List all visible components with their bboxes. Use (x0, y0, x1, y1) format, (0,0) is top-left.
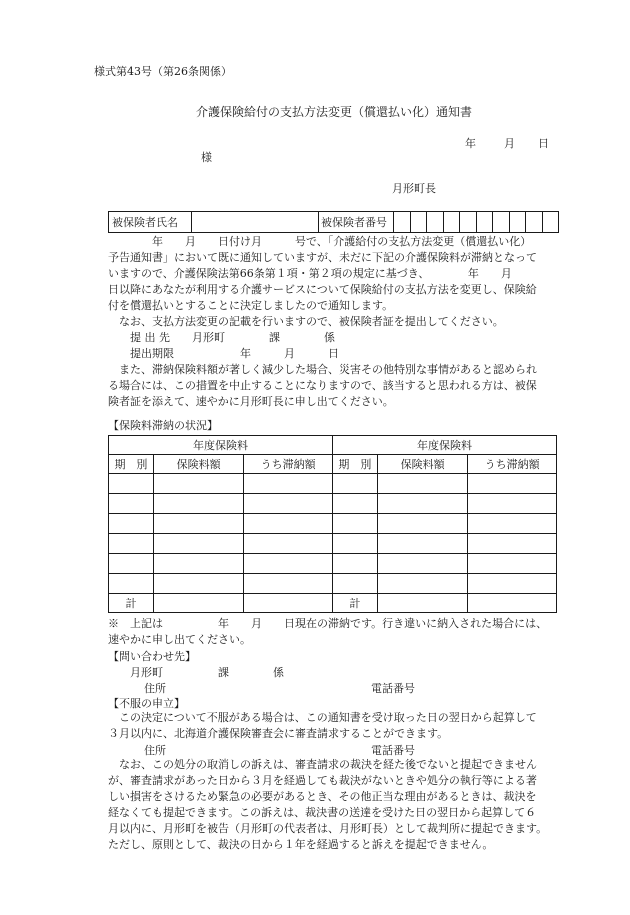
arrears-table (108, 435, 557, 613)
objection-phone-label: 電話番号 (371, 744, 415, 757)
total-row (109, 594, 557, 613)
year-header-right: 年度保険料 (332, 436, 556, 455)
paragraph-line: る場合には、この措置を中止することになりますので、該当すると思われる方は、被保 (108, 379, 537, 392)
insured-number-label: 被保険者番号 (319, 212, 394, 233)
number-box[interactable] (410, 212, 427, 233)
number-box[interactable] (542, 212, 559, 233)
paragraph-line: 予告通知書」において既に通知していますが、未だに下記の介護保険料が滞納となって (108, 251, 537, 264)
insured-table (108, 211, 559, 233)
number-box[interactable] (526, 212, 543, 233)
table-row (109, 574, 557, 594)
col-arrears-left: うち滞納額 (244, 455, 333, 474)
contact-phone-label: 電話番号 (371, 682, 415, 695)
year-header-left: 年度保険料 (109, 436, 333, 455)
paragraph-line: 年 月 日付け月 号で、「介護給付の支払方法変更（償還払い化） (108, 235, 532, 248)
paragraph-line: 提出期限 年 月 日 (108, 347, 339, 360)
col-premium-left: 保険料額 (153, 455, 243, 474)
objection-paragraph-2 (108, 757, 578, 853)
date-year: 年 (465, 137, 476, 150)
objection-paragraph-1 (108, 710, 578, 742)
number-box[interactable] (476, 212, 493, 233)
paragraph-line: ただし、原則として、裁決の日から１年を経過すると訴えを提起できません。 (108, 838, 494, 851)
paragraph-line: なお、支払方法変更の記載を行いますので、被保険者証を提出してください。 (108, 315, 504, 328)
addressee-suffix: 様 (201, 151, 212, 164)
contact-department: 月形町 課 係 (108, 666, 284, 679)
col-period-left: 期 別 (109, 455, 154, 474)
table-row (109, 514, 557, 534)
paragraph-line: 経なくても提起できます。この訴えは、裁決書の送達を受けた日の翌日から起算して６ (108, 806, 537, 819)
paragraph-line: この決定について不服がある場合は、この通知書を受け取った日の翌日から起算して (108, 711, 537, 724)
paragraph-line: しい損害をさけるため緊急の必要があるとき、その他正当な理由があるときは、裁決を (108, 790, 537, 803)
number-box[interactable] (394, 212, 411, 233)
table-row (109, 474, 557, 494)
table-row (109, 554, 557, 574)
paragraph-line: 険者証を添えて、速やかに月形町長に申し出てください。 (108, 395, 394, 408)
number-box[interactable] (509, 212, 526, 233)
main-paragraph (108, 234, 578, 410)
paragraph-line: が、審査請求があった日から３月を経過しても裁決がないときや処分の執行等による著 (108, 774, 537, 787)
arrears-heading: 【保険料滞納の状況】 (108, 419, 218, 432)
paragraph-line: 月以内に、月形町を被告（月形町の代表者は、月形町長）として裁判所に提起できます。 (108, 822, 548, 835)
form-number: 様式第43号（第26条関係） (94, 65, 232, 78)
issuer: 月形町長 (392, 182, 436, 195)
number-box[interactable] (460, 212, 477, 233)
paragraph-line: 付を償還払いとすることに決定しましたので通知します。 (108, 299, 394, 312)
paragraph-line: なお、この処分の取消しの訴えは、審査請求の裁決を経た後でないと提起できません (108, 758, 537, 771)
paragraph-line: ３月以内に、北海道介護保険審査会に審査請求することができます。 (108, 727, 449, 740)
paragraph-line: また、滞納保険料額が著しく減少した場合、災害その他特別な事情があると認められ (108, 363, 537, 376)
col-arrears-right: うち滞納額 (468, 455, 557, 474)
paragraph-line: 日以降にあなたが利用する介護サービスについて保険給付の支払方法を変更し、保険給 (108, 283, 537, 296)
paragraph-line: 提 出 先 月形町 課 係 (108, 331, 335, 344)
note (108, 616, 578, 648)
objection-address-label: 住所 (144, 744, 166, 757)
number-box[interactable] (493, 212, 510, 233)
total-label-right: 計 (332, 594, 377, 613)
paragraph-line: いますので、介護保険法第66条第１項・第２項の規定に基づき、 年 月 (108, 267, 512, 280)
insured-name-label: 被保険者氏名 (109, 212, 192, 233)
note-line: 速やかに申し出てください。 (108, 633, 251, 646)
number-box[interactable] (443, 212, 460, 233)
contact-address-label: 住所 (144, 682, 166, 695)
objection-heading: 【不服の申立】 (108, 697, 185, 710)
contact-heading: 【問い合わせ先】 (108, 650, 196, 663)
document-title: 介護保険給付の支払方法変更（償還払い化）通知書 (196, 105, 473, 119)
table-row (109, 494, 557, 514)
number-box[interactable] (427, 212, 444, 233)
note-line: ※ 上記は 年 月 日現在の滞納です。行き違いに納入された場合には、 (108, 617, 548, 630)
table-row (109, 534, 557, 554)
col-premium-right: 保険料額 (377, 455, 467, 474)
total-label-left: 計 (109, 594, 154, 613)
date-month: 月 (504, 137, 515, 150)
col-period-right: 期 別 (332, 455, 377, 474)
insured-name-field[interactable] (192, 212, 319, 233)
date-day: 日 (538, 137, 549, 150)
